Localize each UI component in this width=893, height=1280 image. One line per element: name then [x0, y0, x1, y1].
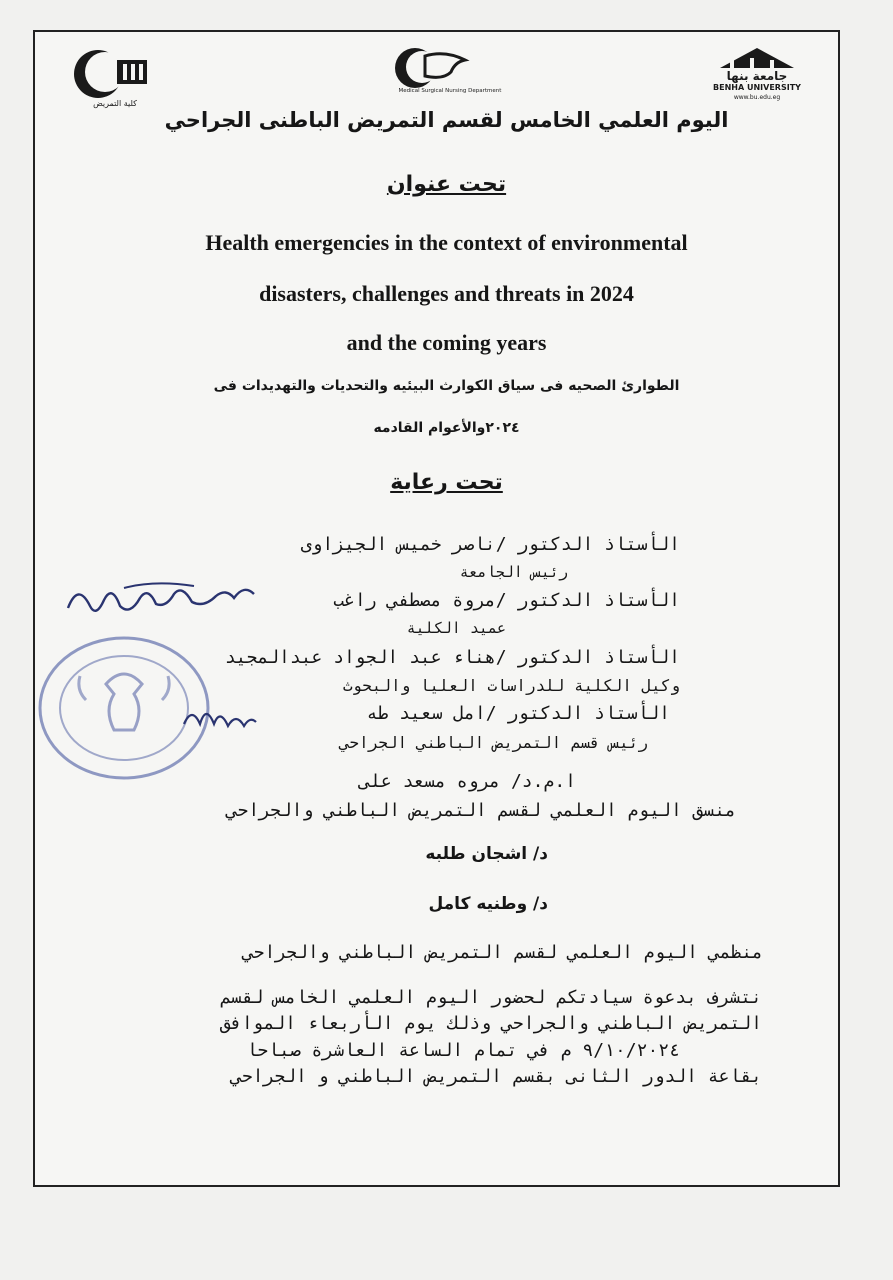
nursing-faculty-logo	[65, 48, 165, 110]
theme-ar-line-1: الطوارئ الصحيه فى سياق الكوارث البيئيه والتحديات والتهديدات فى	[213, 378, 680, 394]
patron-2-name: الأستاذ الدكتور /مروة مصطفي راغب	[333, 590, 680, 611]
patron-2-role: عميد الكلية	[406, 619, 506, 637]
patron-1-name: الأستاذ الدكتور /ناصر خميس الجيزاوى	[300, 534, 680, 555]
invitation-line-2: التمريض الباطني والجراحي وذلك يوم الأربعاء الموافق	[220, 1013, 762, 1034]
theme-en-line-1: Health emergencies in the context of environmental	[205, 230, 688, 255]
left-logo-caption: كلية التمريض	[93, 99, 137, 108]
invitation-line-3: ٩/١٠/٢٠٢٤ م في تمام الساعة العاشرة صباحا	[246, 1040, 680, 1061]
invitation-line-1: نتشرف بدعوة سيادتكم لحضور اليوم العلمي الخامس لقسم	[220, 987, 762, 1008]
right-logo-caption-en: BENHA UNIVERSITY	[713, 83, 801, 92]
organizer-2-name: د/ وطنيه كامل	[428, 894, 548, 914]
theme-en-line-2: disasters, challenges and threats in 2024	[259, 281, 634, 306]
invitation-line-4: بقاعة الدور الثانى بقسم التمريض الباطني و الجراحي	[230, 1066, 762, 1087]
patronage-label: تحت رعاية	[390, 470, 503, 495]
under-title-label: تحت عنوان	[386, 172, 507, 197]
dean-signature	[64, 578, 274, 626]
page-title: اليوم العلمي الخامس لقسم التمريض الباطنى الجراحي	[164, 108, 729, 132]
middle-logo-caption: Medical Surgical Nursing Department	[398, 88, 502, 94]
coordinator-role: منسق اليوم العلمي لقسم التمريض الباطني والجراحي	[226, 800, 736, 821]
patron-4-name: الأستاذ الدكتور /امل سعيد طه	[366, 703, 670, 724]
patron-3-name: الأستاذ الدكتور /هناء عبد الجواد عبدالمجيد	[224, 647, 680, 668]
theme-en-line-3: and the coming years	[346, 330, 547, 355]
right-logo-caption-ar: جامعة بنها	[726, 69, 788, 83]
department-head-signature	[180, 700, 260, 734]
patron-4-role: رئيس قسم التمريض الباطني الجراحي	[339, 733, 648, 752]
coordinator-name: ا.م.د/ مروه مسعد على	[359, 771, 576, 792]
organizer-1-name: د/ اشجان طلبه	[425, 844, 548, 864]
benha-university-logo	[700, 46, 814, 104]
right-logo-caption-url: www.bu.edu.eg	[733, 94, 781, 101]
department-logo	[385, 46, 515, 96]
theme-ar-line-2: ٢٠٢٤والأعوام القادمه	[373, 420, 520, 436]
patron-1-role: رئيس الجامعة	[459, 563, 568, 581]
patron-3-role: وكيل الكلية للدراسات العليا والبحوث	[342, 676, 680, 695]
organizers-role: منظمي اليوم العلمي لقسم التمريض الباطني والجراحي	[242, 942, 763, 963]
